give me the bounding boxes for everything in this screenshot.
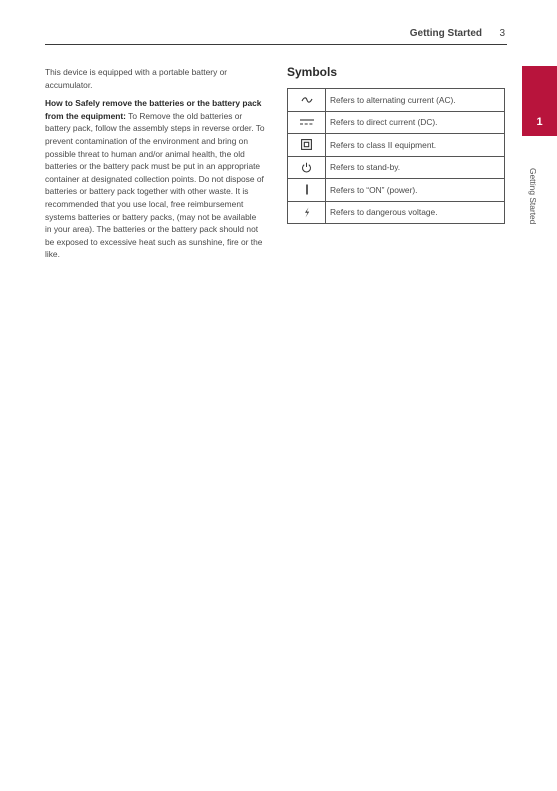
dangerous-voltage-icon	[288, 201, 326, 224]
standby-icon	[288, 156, 326, 179]
symbol-description: Refers to stand-by.	[326, 156, 505, 179]
chapter-label: Getting Started	[528, 168, 538, 225]
page-number: 3	[499, 28, 505, 39]
symbol-row	[288, 134, 505, 157]
symbol-description: Refers to class II equipment.	[326, 134, 505, 157]
symbol-row	[288, 179, 505, 202]
chapter-number: 1	[536, 116, 543, 128]
symbol-description: Refers to alternating current (AC).	[326, 89, 505, 112]
removal-heading: How to Safely remove the batteries or the battery pack from the equipment:	[45, 98, 262, 121]
section-title: Getting Started	[409, 28, 482, 39]
intro-paragraph: This device is equipped with a portable battery or accumulator.	[45, 67, 228, 90]
symbol-row	[288, 89, 505, 112]
direct-current-icon	[288, 111, 326, 134]
battery-info-column	[45, 66, 265, 267]
symbol-row	[288, 111, 505, 134]
removal-body: To Remove the old batteries or battery pack, follow the assembly steps in reverse order. To prevent contamination of the environment and bring on possible threat to human and/or animal health, the old batteries or the battery pack must be put in an appropriate container at designated collection points. Do not dispose of batteries or battery pack together with other waste. It is recommended that you use local, free reimbursement systems batteries or battery packs, (may not be available in your area). The batteries or the battery pack should not be exposed to excessive heat such as sunshine, fire or the like.	[45, 110, 265, 260]
page-header	[45, 27, 507, 45]
class-two-equipment-icon	[288, 134, 326, 157]
symbol-row	[288, 201, 505, 224]
symbol-description: Refers to dangerous voltage.	[326, 201, 505, 224]
removal-paragraph	[45, 97, 265, 261]
symbols-heading: Symbols	[287, 65, 338, 79]
symbols-table	[287, 88, 505, 224]
symbol-row	[288, 156, 505, 179]
alternating-current-icon	[288, 89, 326, 112]
chapter-tab	[522, 66, 557, 136]
symbol-description: Refers to “ON” (power).	[326, 179, 505, 202]
power-on-icon	[288, 179, 326, 202]
symbol-description: Refers to direct current (DC).	[326, 111, 505, 134]
